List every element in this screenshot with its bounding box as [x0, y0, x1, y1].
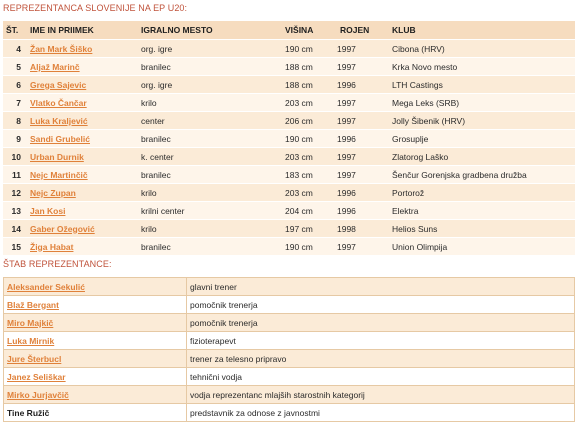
staff-row	[4, 278, 575, 296]
staff-table	[3, 277, 575, 422]
player-name-link[interactable]: Nejc Martinčič	[27, 166, 138, 184]
player-club: Krka Novo mesto	[389, 58, 575, 76]
player-height: 206 cm	[282, 112, 337, 130]
player-position: branilec	[138, 166, 282, 184]
player-birth-year: 1996	[337, 202, 389, 220]
player-club: Šenčur Gorenjska gradbena družba	[389, 166, 575, 184]
staff-name-link[interactable]: Luka Mirnik	[4, 332, 187, 350]
player-birth-year: 1996	[337, 130, 389, 148]
player-number: 6	[3, 76, 27, 94]
player-name-link[interactable]: Žan Mark Šiško	[27, 40, 138, 58]
staff-name-link[interactable]: Blaž Bergant	[4, 296, 187, 314]
player-number: 15	[3, 238, 27, 256]
staff-name-link[interactable]: Janez Seliškar	[4, 368, 187, 386]
player-height: 188 cm	[282, 76, 337, 94]
staff-role: pomočnik trenerja	[187, 296, 575, 314]
staff-row	[4, 296, 575, 314]
player-birth-year: 1997	[337, 40, 389, 58]
player-row	[3, 202, 575, 220]
player-club: Portorož	[389, 184, 575, 202]
column-header: IME IN PRIIMEK	[27, 21, 138, 40]
player-name-link[interactable]: Vlatko Čančar	[27, 94, 138, 112]
player-club: Grosuplje	[389, 130, 575, 148]
player-club: LTH Castings	[389, 76, 575, 94]
staff-row	[4, 332, 575, 350]
player-height: 203 cm	[282, 184, 337, 202]
staff-role: glavni trener	[187, 278, 575, 296]
player-club: Zlatorog Laško	[389, 148, 575, 166]
player-number: 5	[3, 58, 27, 76]
player-club: Union Olimpija	[389, 238, 575, 256]
player-position: center	[138, 112, 282, 130]
staff-role: pomočnik trenerja	[187, 314, 575, 332]
player-club: Helios Suns	[389, 220, 575, 238]
player-birth-year: 1997	[337, 58, 389, 76]
player-height: 203 cm	[282, 148, 337, 166]
player-position: branilec	[138, 58, 282, 76]
player-row	[3, 220, 575, 238]
player-number: 8	[3, 112, 27, 130]
staff-role: tehnični vodja	[187, 368, 575, 386]
player-height: 190 cm	[282, 238, 337, 256]
player-row	[3, 76, 575, 94]
player-name-link[interactable]: Nejc Zupan	[27, 184, 138, 202]
player-birth-year: 1997	[337, 112, 389, 130]
player-row	[3, 166, 575, 184]
player-birth-year: 1997	[337, 166, 389, 184]
staff-name: Tine Ružič	[4, 404, 187, 422]
player-name-link[interactable]: Grega Sajevic	[27, 76, 138, 94]
player-position: krilo	[138, 94, 282, 112]
player-row	[3, 130, 575, 148]
player-row	[3, 148, 575, 166]
player-row	[3, 58, 575, 76]
player-position: krilni center	[138, 202, 282, 220]
player-name-link[interactable]: Jan Kosi	[27, 202, 138, 220]
player-club: Jolly Šibenik (HRV)	[389, 112, 575, 130]
player-height: 190 cm	[282, 40, 337, 58]
players-table	[3, 21, 575, 256]
player-height: 203 cm	[282, 94, 337, 112]
player-height: 190 cm	[282, 130, 337, 148]
player-row	[3, 238, 575, 256]
player-club: Elektra	[389, 202, 575, 220]
player-birth-year: 1996	[337, 184, 389, 202]
player-row	[3, 94, 575, 112]
player-row	[3, 184, 575, 202]
column-header: IGRALNO MESTO	[138, 21, 282, 40]
staff-name-link[interactable]: Aleksander Sekulić	[4, 278, 187, 296]
player-name-link[interactable]: Gaber Ožegović	[27, 220, 138, 238]
player-number: 9	[3, 130, 27, 148]
player-number: 12	[3, 184, 27, 202]
staff-role: vodja reprezentanc mlajših starostnih kategorij	[187, 386, 575, 404]
column-header: KLUB	[389, 21, 575, 40]
player-position: krilo	[138, 184, 282, 202]
player-height: 204 cm	[282, 202, 337, 220]
column-header: VIŠINA	[282, 21, 337, 40]
staff-role: predstavnik za odnose z javnostmi	[187, 404, 575, 422]
player-height: 197 cm	[282, 220, 337, 238]
staff-title: ŠTAB REPREZENTANCE:	[3, 259, 112, 269]
staff-row	[4, 386, 575, 404]
roster-title: REPREZENTANCA SLOVENIJE NA EP U20:	[3, 3, 188, 13]
player-birth-year: 1997	[337, 148, 389, 166]
column-header: ROJEN	[337, 21, 389, 40]
staff-role: trener za telesno pripravo	[187, 350, 575, 368]
player-number: 13	[3, 202, 27, 220]
player-name-link[interactable]: Sandi Grubelić	[27, 130, 138, 148]
player-row	[3, 40, 575, 58]
player-name-link[interactable]: Žiga Habat	[27, 238, 138, 256]
player-position: branilec	[138, 238, 282, 256]
player-club: Mega Leks (SRB)	[389, 94, 575, 112]
staff-row	[4, 314, 575, 332]
player-position: branilec	[138, 130, 282, 148]
player-birth-year: 1997	[337, 94, 389, 112]
player-height: 183 cm	[282, 166, 337, 184]
player-name-link[interactable]: Luka Kraljević	[27, 112, 138, 130]
staff-name-link[interactable]: Miro Majkič	[4, 314, 187, 332]
player-position: org. igre	[138, 76, 282, 94]
player-name-link[interactable]: Urban Durnik	[27, 148, 138, 166]
player-name-link[interactable]: Aljaž Marinč	[27, 58, 138, 76]
player-position: k. center	[138, 148, 282, 166]
player-height: 188 cm	[282, 58, 337, 76]
staff-row	[4, 350, 575, 368]
staff-name-link[interactable]: Mirko Jurjavčič	[4, 386, 187, 404]
player-row	[3, 112, 575, 130]
player-position: org. igre	[138, 40, 282, 58]
player-number: 14	[3, 220, 27, 238]
player-number: 10	[3, 148, 27, 166]
player-club: Cibona (HRV)	[389, 40, 575, 58]
staff-row	[4, 368, 575, 386]
player-birth-year: 1996	[337, 76, 389, 94]
player-birth-year: 1997	[337, 238, 389, 256]
player-number: 4	[3, 40, 27, 58]
players-header-row	[3, 21, 575, 40]
player-number: 7	[3, 94, 27, 112]
player-birth-year: 1998	[337, 220, 389, 238]
player-position: krilo	[138, 220, 282, 238]
column-header: ŠT.	[3, 21, 27, 40]
staff-role: fizioterapevt	[187, 332, 575, 350]
staff-name-link[interactable]: Jure Šterbucl	[4, 350, 187, 368]
player-number: 11	[3, 166, 27, 184]
